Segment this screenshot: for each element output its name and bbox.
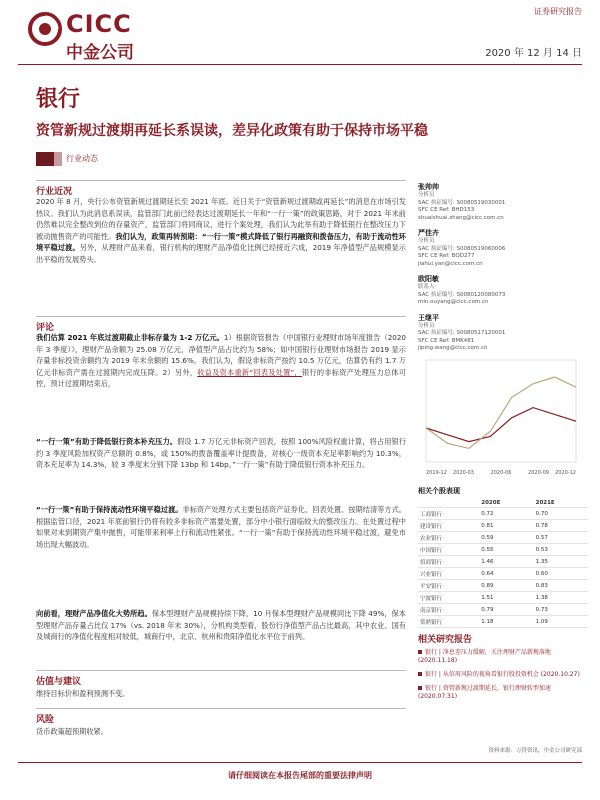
chart-x-ticks	[426, 470, 576, 476]
recent-p3: 另外，从理财产品来看，银行机构的理财产品净值化比例已经接近六成，2019 年净值型产品规模显示出平稳的发展势头。	[36, 243, 406, 264]
table-row	[418, 592, 588, 604]
related-title: 相关研究报告	[418, 635, 473, 645]
chart-frame	[426, 360, 576, 462]
comment-p1-text: 1）根据资管报告《中国银行业理财市场年度报告（2020 年 3 季度）》，理财产品余额为 25.08 万亿元，净值型产品占比约为 58%；如中国银行业理财市场报告 2019 显示存量非标投资余额约为 2019 年末余额的 15.6%。我们认为，假设非标资产按约 10.5 万亿元，估算仍有约 1.7 万亿元非标资产需在过渡期内完成压降。2）另外，	[36, 333, 406, 377]
report-headline: 资管新规过渡期再延长系误读，差异化政策有助于保持市场平稳	[36, 123, 428, 139]
table-header-cell: 2020E	[479, 498, 533, 508]
stock-table	[418, 498, 588, 628]
table-row	[418, 556, 588, 568]
table-cell: 0.73	[534, 604, 588, 616]
footer-divider	[18, 762, 582, 763]
analyst-name: 张帅帅	[418, 183, 439, 191]
comment-p3-bold: “一行一策”有助于保持流动性环境平稳过渡。	[36, 505, 183, 514]
analyst-email[interactable]: min.ouyang@cicc.com.cn	[418, 299, 489, 305]
related-reports	[418, 632, 586, 701]
comment-p1-tail: 银行的非标资产处理压力总体可控，预计过渡期结束后，	[36, 367, 406, 389]
comment-p3-text: 非标资产处理方式主要包括资产证券化、回表处置、按期结清等方式。根据监管口径，2021 年底前银行仍将有较多非标资产需要处置，部分中小银行面临较大的整改压力。在处置过程中如果对未到期资产集中抛售，可能带来利率上行和流动性紧张。“一行一策”有助于保持流动性环境平稳过渡，避免市场出现大幅波动。	[36, 505, 406, 549]
x-tick-label: 2020-09	[528, 470, 549, 476]
related-item-text: 银行 | 净息差压力缓解，关注理财产品新规落地 (2020.11.18)	[418, 649, 551, 664]
cicc-logo-icon	[28, 12, 62, 46]
comment-p1-bold: 我们估算 2021 年底过渡期截止非标存量为 1-2 万亿元。	[36, 333, 224, 342]
related-item[interactable]	[418, 685, 586, 701]
analyst-sfc-id: SFC CE Ref: BQD277	[418, 253, 475, 259]
analyst-list	[418, 182, 582, 353]
bullet-icon	[418, 686, 422, 690]
table-cell: 1.38	[534, 592, 588, 604]
section-divider	[36, 316, 406, 317]
chart-grid	[426, 360, 576, 462]
table-cell: 南京银行	[418, 604, 479, 616]
table-header-cell	[418, 498, 479, 508]
related-item-text: 银行 | 资管新规过渡期延长，银行理财转型加速 (2020.07.31)	[418, 685, 551, 700]
related-item-text: 银行 | 从信用风险的视角看银行股投资机会 (2020.10.27)	[425, 671, 580, 678]
report-date: 2020 年 12 月 14 日	[485, 48, 582, 59]
comment-p2	[36, 436, 406, 471]
series-line-2	[426, 377, 576, 448]
recent-p3-bold: 我们认为，政策再转预期：“一行一策”模式降低了银行再融资和拨备压力，有助于流动性环境平稳过渡。	[36, 231, 406, 253]
table-cell: 1.18	[479, 616, 533, 628]
x-tick-label: 2020-03	[453, 470, 474, 476]
table-row	[418, 544, 588, 556]
table-header-cell: 2021E	[534, 498, 588, 508]
logo-english: CICC	[66, 10, 132, 38]
section-divider	[36, 708, 406, 709]
recent-p1: 2020 年 8 月，央行公布资管新规过渡期延长至 2021 年底。近日关于“资管新规过渡期或再延长”的消息在市场引发热议。我们认为此消息系误读，	[36, 197, 406, 218]
table-row	[418, 508, 588, 520]
table-row	[418, 532, 588, 544]
analyst-card	[418, 182, 582, 222]
table-cell: 0.53	[534, 544, 588, 556]
comment-p2-text: 假设 1.7 万亿元非标资产回表，按照 100%风险权重计算，将占用银行约 3 季度风险加权资产总额的 0.8%，或 150%的拨备覆盖率计提拨备，对核心一级资本充足率影响约为 10.3%，资本充足率为 14.3%，较 3 季度末分别下降 13bp 和 14bp。”一行一策”有助于降低银行资本补充压力。	[36, 437, 407, 470]
analyst-role: 分析员	[418, 322, 435, 329]
comment-p2-bold: “一行一策”有助于降低银行资本补充压力。	[36, 437, 178, 446]
stock-table-title: 相关个股表现	[418, 487, 460, 495]
table-cell: 招商银行	[418, 556, 479, 568]
table-cell: 宁波银行	[418, 592, 479, 604]
table-row	[418, 568, 588, 580]
analyst-card	[418, 313, 582, 353]
table-cell: 0.79	[479, 604, 533, 616]
analyst-email[interactable]: jiahui.yan@cicc.com.cn	[418, 260, 483, 267]
bullet-icon	[418, 672, 422, 676]
recent-title: 行业近况	[36, 187, 73, 197]
section-divider	[36, 180, 406, 181]
risk-body: 货币政策超预期收紧。	[36, 727, 108, 736]
logo-chinese: 中金公司	[66, 43, 134, 63]
tag-marker-light	[54, 152, 62, 166]
recent-p2: 监管部门此前已经表达过渡期延长一年和“一行一策”的政策思路，对于 2021 年末前仍然难以完全整改到位的存量资产，监管部门将同商议，进行个案处理，我们认为此举有助于降低银行在整改压力下被动抛售资产的可能性。	[36, 208, 406, 241]
analyst-role: 分析员	[418, 192, 435, 198]
table-cell: 0.81	[479, 520, 533, 532]
analyst-email[interactable]: jiping.wang@cicc.com.cn	[418, 345, 488, 351]
price-chart	[420, 352, 582, 480]
table-cell: 常熟银行	[418, 616, 479, 628]
comment-title: 评论	[36, 323, 55, 333]
table-cell: 0.89	[479, 580, 533, 592]
comment-p4	[36, 608, 406, 643]
table-cell: 中国银行	[418, 544, 479, 556]
table-header-row	[418, 498, 588, 508]
analyst-email[interactable]: shuaishuai.zhang@cicc.com.cn	[418, 214, 504, 221]
comment-p1-link[interactable]: 收益及资本重新“回表及处置”，	[197, 367, 302, 377]
table-cell: 1.35	[534, 556, 588, 568]
analyst-name: 欧阳敏	[418, 275, 439, 283]
table-cell: 0.59	[479, 532, 533, 544]
tag-marker	[36, 152, 54, 166]
valuation-title: 估值与建议	[36, 677, 82, 687]
analyst-card	[418, 228, 582, 268]
analyst-name: 严佳卉	[418, 229, 439, 237]
comment-p3	[36, 504, 406, 550]
table-cell: 0.60	[534, 568, 588, 580]
table-cell: 0.83	[534, 580, 588, 592]
comment-p4-bold: 向前看，理财产品净值化大势所趋。	[36, 609, 152, 618]
table-cell: 0.64	[479, 568, 533, 580]
x-tick-label: 2020-12	[555, 470, 576, 476]
table-cell: 0.55	[479, 544, 533, 556]
analyst-sfc-id: SFC CE Ref: BHD153	[418, 207, 475, 213]
table-cell: 兴业银行	[418, 568, 479, 580]
analyst-sfc-id: SFC CE Ref: BMK481	[418, 337, 475, 344]
header-divider	[18, 64, 582, 65]
related-item[interactable]	[418, 649, 586, 665]
stock-table-wrap	[418, 486, 588, 628]
section-divider	[36, 670, 406, 671]
valuation-body: 维持目标价和盈利预测不变。	[36, 689, 130, 698]
table-row	[418, 580, 588, 592]
table-cell: 1.09	[534, 616, 588, 628]
table-cell: 建设银行	[418, 520, 479, 532]
source-note: 资料来源：万得资讯，中金公司研究部	[488, 748, 582, 754]
analyst-role: 分析员	[418, 238, 435, 244]
risk-title: 风险	[36, 715, 55, 725]
table-cell: 1.51	[479, 592, 533, 604]
report-tag: 行业动态	[66, 154, 98, 163]
analyst-sac-id: SAC 执证编号: S0080519030001	[418, 199, 506, 206]
table-cell: 0.70	[534, 508, 588, 520]
bullet-icon	[418, 650, 422, 654]
table-cell: 1.46	[479, 556, 533, 568]
recent-body	[36, 196, 406, 266]
related-item[interactable]	[418, 671, 586, 679]
table-cell: 0.72	[479, 508, 533, 520]
analyst-sac-id: SAC 执证编号: S0080517120001	[418, 330, 506, 336]
document-type: 证券研究报告	[534, 7, 582, 16]
table-cell: 平安银行	[418, 580, 479, 592]
analyst-role: 联系人	[418, 284, 435, 290]
x-tick-label: 2019-12	[426, 470, 447, 476]
table-row	[418, 604, 588, 616]
comment-p4-text: 保本型理财产品规模持续下降，10 月保本型理财产品规模同比下降 49%，保本型理财产品存量占比仅 17%（vs. 2018 年末 30%），分机构类型看，股份行净值型产品占比最高，其中农业、国有及城商行的净值化程度相对较低，城商行中，北京、杭州和贵阳净值化水平位于前列。	[36, 609, 406, 642]
table-cell: 0.57	[534, 532, 588, 544]
analyst-sac-id: SAC 执证编号: S0080519060006	[418, 245, 506, 252]
table-row	[418, 616, 588, 628]
table-cell: 农业银行	[418, 532, 479, 544]
x-tick-label: 2020-06	[490, 470, 512, 476]
comment-p1	[36, 332, 406, 390]
sector-title: 银行	[36, 87, 81, 112]
analyst-card	[418, 274, 582, 307]
footer-note: 请仔细阅读在本报告尾部的重要法律声明	[228, 771, 372, 780]
table-row	[418, 520, 588, 532]
table-cell: 工商银行	[418, 508, 479, 520]
analyst-sac-id: SAC 执证编号: S0080120080073	[418, 291, 506, 298]
analyst-name: 王继平	[418, 313, 439, 322]
table-cell: 0.78	[534, 520, 588, 532]
series-line-1	[426, 408, 576, 442]
cicc-logo	[28, 8, 148, 68]
chart-lines	[426, 377, 576, 448]
